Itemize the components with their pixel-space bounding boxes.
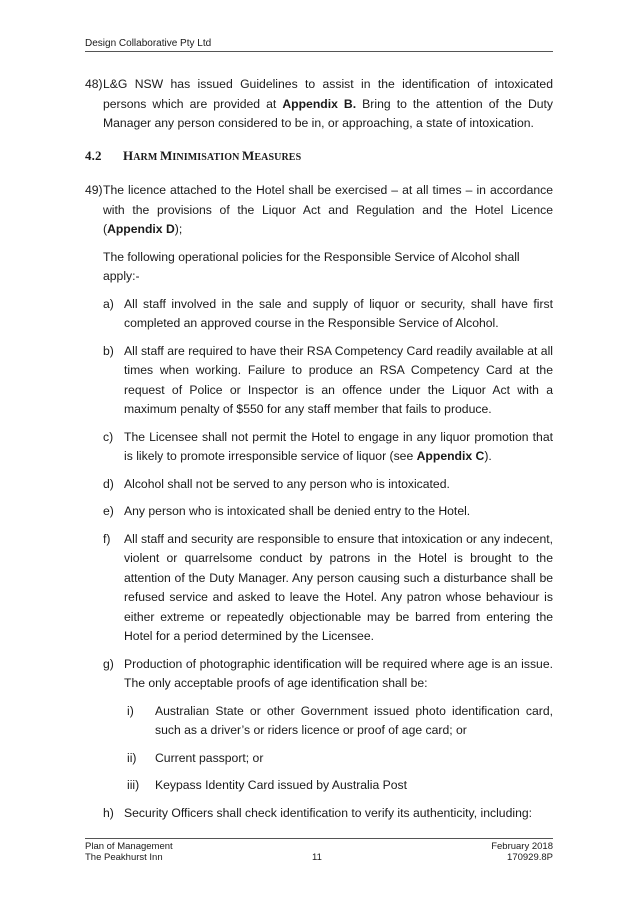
- footer-right: [440, 841, 553, 863]
- footer-rule: [85, 838, 553, 839]
- list-item: c) The Licensee shall not permit the Hotel to engage in any liquor promotion that is likely to promote irresponsible service of liquor (see Appendix C).: [103, 429, 553, 463]
- section-heading: 4.2 HARM MINIMISATION MEASURES: [85, 146, 553, 168]
- page-number: 11: [312, 852, 322, 863]
- appendix-b-ref: Appendix B.: [282, 96, 357, 111]
- footer-ref: 170929.8P: [507, 852, 553, 863]
- footer-venue: The Peakhurst Inn: [85, 852, 163, 863]
- list-item: d) Alcohol shall not be served to any person who is intoxicated.: [103, 476, 450, 491]
- body-content: [85, 75, 553, 831]
- list-item: h) Security Officers shall check identification to verify its authenticity, including:: [103, 805, 533, 820]
- list-item: iii) Keypass Identity Card issued by Australia Post: [127, 778, 408, 792]
- list-item: e) Any person who is intoxicated shall be denied entry to the Hotel.: [103, 504, 471, 518]
- header-company: Design Collaborative Pty Ltd: [85, 38, 212, 49]
- policy-list: [85, 295, 553, 824]
- clause-49-intro: The following operational policies for the Responsible Service of Alcohol shall apply:-: [103, 249, 520, 283]
- section-number: 4.2: [85, 147, 102, 163]
- list-item: ii) Current passport; or: [127, 750, 264, 765]
- clause-48: 48) L&G NSW has issued Guidelines to assist in the identification of intoxicated persons which are provided at Appendix B. Bring to the attention of the Duty Manager any person considered to be in, or approaching, a state of intoxication.: [85, 77, 554, 130]
- appendix-d-ref: Appendix D: [107, 222, 175, 236]
- list-item: a) All staff involved in the sale and supply of liquor or security, shall have first completed an approved course in the Responsible Service of Alcohol.: [103, 296, 553, 330]
- header-rule: [85, 51, 553, 52]
- footer-left: [85, 841, 173, 863]
- footer-date: February 2018: [491, 841, 553, 852]
- clause-number: 49): [85, 183, 103, 197]
- appendix-c-ref: Appendix C: [416, 449, 485, 463]
- id-proof-list: [124, 702, 553, 796]
- clause-number: 48): [85, 77, 103, 91]
- list-item: f) All staff and security are responsible to ensure that intoxication or any indecent, violent or quarrelsome conduct by patrons in the Hotel is brought to the attention of the Duty Manager. Any person causing such a disturbance shall be refused service and asked to leave the Hotel. Any patron whose behaviour is either extreme or repeatedly objectionable may be barred from entering the Hotel for a period determined by the Licensee.: [103, 531, 553, 643]
- clause-49: 49) The licence attached to the Hotel shall be exercised – at all times – in accordance with the provisions of the Liquor Act and Regulation and the Hotel Licence (Appendix D);: [85, 183, 553, 236]
- list-item: g) Production of photographic identification will be required where age is an issue. The only acceptable proofs of age identification shall be: i) Australian State or other Government issued photo identification card, such as a driver’s or riders licence or proof of age card; or ii) Current passport; or iii) Keypass Identity Card issued by Australia Post: [103, 655, 553, 796]
- footer-doc-title: Plan of Management: [85, 841, 173, 852]
- list-item: i) Australian State or other Government issued photo identification card, such as a driver’s or riders licence or proof of age card; or: [127, 703, 553, 737]
- list-item: b) All staff are required to have their RSA Competency Card readily available at all times when working. Failure to produce an RSA Competency Card at the request of Police or Inspector is an offence under the Liquor Act with a maximum penalty of $550 for any staff member that fails to produce.: [103, 343, 553, 416]
